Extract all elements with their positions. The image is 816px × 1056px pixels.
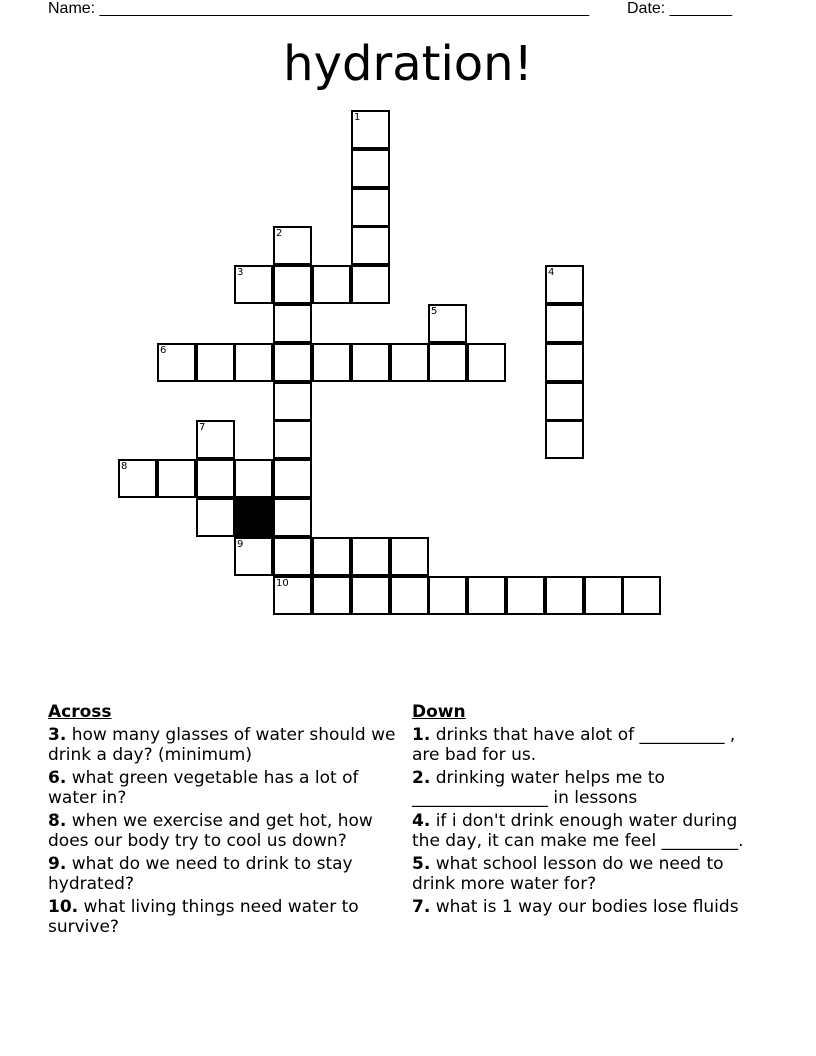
- clue-text: if i don't drink enough water during the day, it can make me feel _________.: [412, 811, 744, 851]
- cell-number: 10: [276, 578, 289, 589]
- crossword-cell[interactable]: [196, 420, 235, 459]
- clue-number: 2.: [412, 768, 431, 788]
- crossword-cell[interactable]: [390, 343, 429, 382]
- crossword-cell[interactable]: [428, 343, 467, 382]
- cell-number: 4: [548, 267, 555, 278]
- cell-number: 7: [199, 422, 206, 433]
- crossword-cell[interactable]: [312, 265, 351, 304]
- crossword-cell[interactable]: [584, 576, 623, 615]
- crossword-cell[interactable]: [351, 265, 390, 304]
- crossword-cell[interactable]: [273, 304, 312, 343]
- crossword-cell[interactable]: [273, 420, 312, 459]
- crossword-cell[interactable]: [157, 459, 196, 498]
- crossword-cell[interactable]: [545, 576, 584, 615]
- crossword-cell[interactable]: [545, 420, 584, 459]
- black-square: [234, 498, 273, 537]
- date-field[interactable]: Date: _______: [627, 0, 732, 17]
- clue-number: 1.: [412, 725, 431, 745]
- clue-item: [48, 812, 398, 851]
- cell-number: 6: [160, 345, 167, 356]
- name-field[interactable]: Name: _______________________________________________________: [48, 0, 589, 17]
- clue-item: [48, 726, 398, 765]
- crossword-cell[interactable]: [273, 459, 312, 498]
- crossword-cell[interactable]: [312, 576, 351, 615]
- page-title: hydration!: [283, 36, 533, 92]
- cell-number: 9: [237, 539, 244, 550]
- crossword-cell[interactable]: [196, 459, 235, 498]
- crossword-cell[interactable]: [273, 537, 312, 576]
- crossword-cell[interactable]: [312, 537, 351, 576]
- clue-text: when we exercise and get hot, how does our body try to cool us down?: [48, 811, 373, 851]
- cell-number: 8: [121, 461, 128, 472]
- cell-number: 2: [276, 228, 283, 239]
- crossword-cell[interactable]: [196, 343, 235, 382]
- clue-number: 5.: [412, 854, 431, 874]
- across-heading: Across: [48, 702, 112, 722]
- clue-item: [48, 855, 398, 894]
- clue-text: what living things need water to survive?: [48, 897, 359, 937]
- crossword-cell[interactable]: [234, 343, 273, 382]
- crossword-cell[interactable]: [545, 382, 584, 421]
- clue-number: 8.: [48, 811, 67, 831]
- cell-number: 1: [354, 112, 361, 123]
- crossword-cell[interactable]: [351, 576, 390, 615]
- crossword-cell[interactable]: [545, 265, 584, 304]
- clue-text: drinks that have alot of __________ , are bad for us.: [412, 725, 736, 765]
- clue-item: [412, 812, 752, 851]
- crossword-cell[interactable]: [622, 576, 661, 615]
- clue-text: drinking water helps me to ________________ in lessons: [412, 768, 665, 808]
- crossword-cell[interactable]: [273, 382, 312, 421]
- clue-text: how many glasses of water should we drink a day? (minimum): [48, 725, 396, 765]
- clue-item: [412, 855, 752, 894]
- clue-text: what school lesson do we need to drink more water for?: [412, 854, 724, 894]
- crossword-cell[interactable]: [273, 226, 312, 265]
- clue-number: 10.: [48, 897, 79, 917]
- crossword-cell[interactable]: [234, 265, 273, 304]
- crossword-cell[interactable]: [351, 343, 390, 382]
- crossword-cell[interactable]: [351, 149, 390, 188]
- cell-number: 5: [431, 306, 438, 317]
- clue-number: 9.: [48, 854, 67, 874]
- crossword-cell[interactable]: [351, 110, 390, 149]
- clue-item: [412, 769, 752, 808]
- clue-item: [48, 769, 398, 808]
- crossword-cell[interactable]: [273, 498, 312, 537]
- clue-number: 4.: [412, 811, 431, 831]
- clue-item: [412, 898, 752, 918]
- crossword-cell[interactable]: [506, 576, 545, 615]
- clue-number: 3.: [48, 725, 67, 745]
- clue-number: 7.: [412, 897, 431, 917]
- crossword-cell[interactable]: [157, 343, 196, 382]
- down-heading: Down: [412, 702, 466, 722]
- crossword-cell[interactable]: [545, 304, 584, 343]
- crossword-cell[interactable]: [273, 265, 312, 304]
- cell-number: 3: [237, 267, 244, 278]
- crossword-cell[interactable]: [118, 459, 157, 498]
- crossword-cell[interactable]: [467, 576, 506, 615]
- down-clues: [412, 702, 752, 922]
- crossword-cell[interactable]: [273, 576, 312, 615]
- crossword-cell[interactable]: [390, 537, 429, 576]
- clue-text: what green vegetable has a lot of water in?: [48, 768, 359, 808]
- clue-text: what is 1 way our bodies lose fluids: [435, 897, 739, 917]
- crossword-cell[interactable]: [234, 537, 273, 576]
- crossword-cell[interactable]: [351, 188, 390, 227]
- crossword-cell[interactable]: [312, 343, 351, 382]
- across-clues: [48, 702, 398, 941]
- crossword-cell[interactable]: [234, 459, 273, 498]
- clue-item: [48, 898, 398, 937]
- crossword-cell[interactable]: [390, 576, 429, 615]
- crossword-cell[interactable]: [196, 498, 235, 537]
- crossword-cell[interactable]: [467, 343, 506, 382]
- clue-item: [412, 726, 752, 765]
- crossword-cell[interactable]: [428, 304, 467, 343]
- crossword-cell[interactable]: [351, 226, 390, 265]
- crossword-cell[interactable]: [545, 343, 584, 382]
- crossword-cell[interactable]: [273, 343, 312, 382]
- crossword-cell[interactable]: [351, 537, 390, 576]
- clue-number: 6.: [48, 768, 67, 788]
- clue-text: what do we need to drink to stay hydrated?: [48, 854, 353, 894]
- crossword-cell[interactable]: [428, 576, 467, 615]
